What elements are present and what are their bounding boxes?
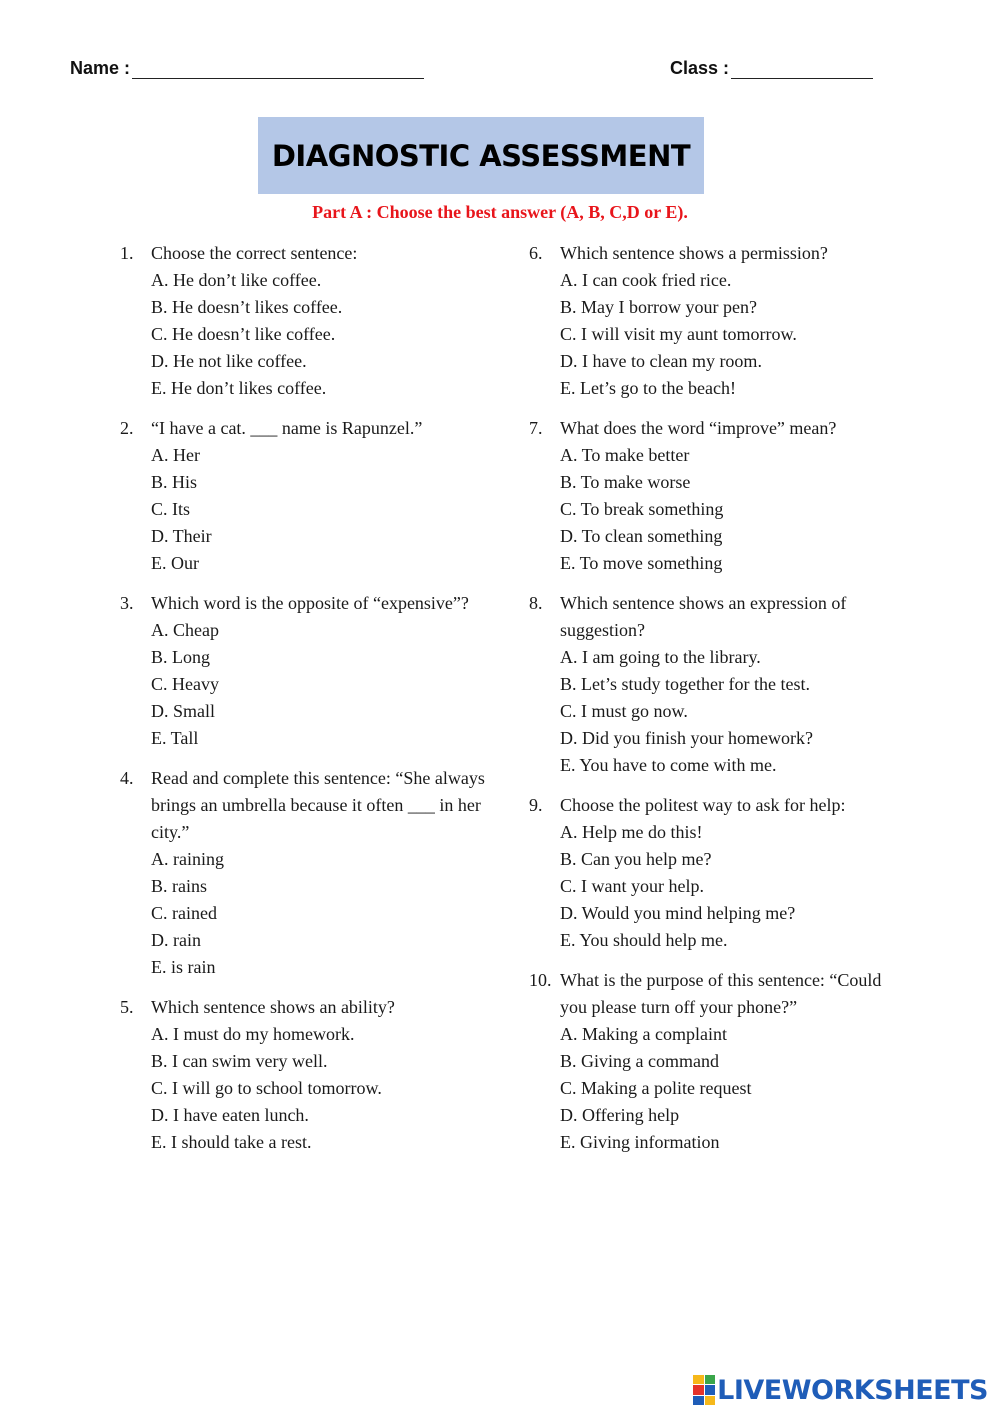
answer-option[interactable]: B. Giving a command xyxy=(560,1051,719,1071)
answer-option[interactable]: B. To make worse xyxy=(560,472,691,492)
question-number: 10. xyxy=(529,970,552,990)
question-number: 3. xyxy=(120,593,134,613)
page-title: DIAGNOSTIC ASSESSMENT xyxy=(271,138,691,173)
answer-option[interactable]: E. I should take a rest. xyxy=(151,1132,312,1152)
question-text: Which word is the opposite of “expensive”? xyxy=(151,593,469,613)
question-text: “I have a cat. ___ name is Rapunzel.” xyxy=(151,418,423,438)
answer-option[interactable]: C. He doesn’t like coffee. xyxy=(151,324,336,344)
question-text: Which sentence shows an ability? xyxy=(151,997,395,1017)
answer-option[interactable]: D. Would you mind helping me? xyxy=(560,903,796,923)
question-number: 4. xyxy=(120,768,134,788)
answer-option[interactable]: C. To break something xyxy=(560,499,724,519)
question-3 xyxy=(120,590,500,752)
liveworksheets-logo-icon xyxy=(693,1375,715,1405)
question-number: 7. xyxy=(529,418,543,438)
question-text: Which sentence shows an expression of suggestion? xyxy=(560,593,847,640)
name-label: Name : xyxy=(70,58,131,78)
answer-option[interactable]: E. He don’t likes coffee. xyxy=(151,378,327,398)
question-text: What does the word “improve” mean? xyxy=(560,418,837,438)
question-number: 6. xyxy=(529,243,543,263)
answer-option[interactable]: D. I have to clean my room. xyxy=(560,351,762,371)
answer-option[interactable]: D. rain xyxy=(151,930,201,950)
answer-option[interactable]: E. is rain xyxy=(151,957,216,977)
answer-option[interactable]: A. To make better xyxy=(560,445,690,465)
answer-option[interactable]: D. To clean something xyxy=(560,526,723,546)
answer-option[interactable]: E. You have to come with me. xyxy=(560,755,777,775)
question-number: 1. xyxy=(120,243,134,263)
part-a-instruction: Part A : Choose the best answer (A, B, C,D or E). xyxy=(312,202,688,222)
question-text: Choose the politest way to ask for help: xyxy=(560,795,846,815)
answer-option[interactable]: C. rained xyxy=(151,903,217,923)
question-2 xyxy=(120,415,500,577)
answer-option[interactable]: A. I must do my homework. xyxy=(151,1024,355,1044)
question-column-right xyxy=(529,240,889,1169)
answer-option[interactable]: D. Small xyxy=(151,701,216,721)
brand-name: LIVEWORKSHEETS xyxy=(717,1374,988,1406)
answer-option[interactable]: D. I have eaten lunch. xyxy=(151,1105,309,1125)
answer-option[interactable]: B. Long xyxy=(151,647,211,667)
answer-option[interactable]: E. Giving information xyxy=(560,1132,720,1152)
question-text: What is the purpose of this sentence: “Could you please turn off your phone?” xyxy=(560,970,882,1017)
question-4 xyxy=(120,765,500,981)
answer-option[interactable]: A. Cheap xyxy=(151,620,219,640)
answer-option[interactable]: A. raining xyxy=(151,849,224,869)
liveworksheets-logo xyxy=(693,1372,988,1408)
question-number: 5. xyxy=(120,997,134,1017)
question-9 xyxy=(529,792,889,954)
answer-option[interactable]: E. To move something xyxy=(560,553,723,573)
question-6 xyxy=(529,240,889,402)
answer-option[interactable]: A. Her xyxy=(151,445,200,465)
answer-option[interactable]: E. Tall xyxy=(151,728,199,748)
answer-option[interactable]: C. Its xyxy=(151,499,191,519)
title-banner xyxy=(258,117,704,194)
answer-option[interactable]: B. rains xyxy=(151,876,207,896)
question-number: 9. xyxy=(529,795,543,815)
answer-option[interactable]: A. Making a complaint xyxy=(560,1024,727,1044)
answer-option[interactable]: B. I can swim very well. xyxy=(151,1051,328,1071)
answer-option[interactable]: C. I will visit my aunt tomorrow. xyxy=(560,324,797,344)
question-text: Which sentence shows a permission? xyxy=(560,243,828,263)
question-5 xyxy=(120,994,500,1156)
answer-option[interactable]: B. His xyxy=(151,472,198,492)
answer-option[interactable]: D. He not like coffee. xyxy=(151,351,307,371)
question-number: 2. xyxy=(120,418,134,438)
question-10 xyxy=(529,967,889,1156)
class-label: Class : xyxy=(670,58,730,78)
question-7 xyxy=(529,415,889,577)
answer-option[interactable]: B. He doesn’t likes coffee. xyxy=(151,297,343,317)
question-text: Read and complete this sentence: “She always brings an umbrella because it often ___ in her city.” xyxy=(151,768,485,842)
answer-option[interactable]: C. Heavy xyxy=(151,674,219,694)
answer-option[interactable]: E. Our xyxy=(151,553,199,573)
answer-option[interactable]: B. Let’s study together for the test. xyxy=(560,674,810,694)
question-number: 8. xyxy=(529,593,543,613)
answer-option[interactable]: A. I can cook fried rice. xyxy=(560,270,732,290)
answer-option[interactable]: D. Did you finish your homework? xyxy=(560,728,813,748)
answer-option[interactable]: C. I want your help. xyxy=(560,876,704,896)
name-field[interactable] xyxy=(70,58,424,79)
answer-option[interactable]: E. Let’s go to the beach! xyxy=(560,378,736,398)
class-field[interactable] xyxy=(670,58,873,79)
answer-option[interactable]: C. I must go now. xyxy=(560,701,688,721)
answer-option[interactable]: B. May I borrow your pen? xyxy=(560,297,757,317)
answer-option[interactable]: B. Can you help me? xyxy=(560,849,712,869)
question-1 xyxy=(120,240,500,402)
class-blank-line[interactable] xyxy=(731,58,873,79)
answer-option[interactable]: D. Their xyxy=(151,526,212,546)
answer-option[interactable]: E. You should help me. xyxy=(560,930,728,950)
name-blank-line[interactable] xyxy=(132,58,424,79)
answer-option[interactable]: D. Offering help xyxy=(560,1105,680,1125)
answer-option[interactable]: A. I am going to the library. xyxy=(560,647,761,667)
answer-option[interactable]: A. Help me do this! xyxy=(560,822,703,842)
answer-option[interactable]: C. I will go to school tomorrow. xyxy=(151,1078,382,1098)
answer-option[interactable]: C. Making a polite request xyxy=(560,1078,752,1098)
question-8 xyxy=(529,590,889,779)
answer-option[interactable]: A. He don’t like coffee. xyxy=(151,270,322,290)
question-column-left xyxy=(120,240,500,1169)
question-text: Choose the correct sentence: xyxy=(151,243,358,263)
